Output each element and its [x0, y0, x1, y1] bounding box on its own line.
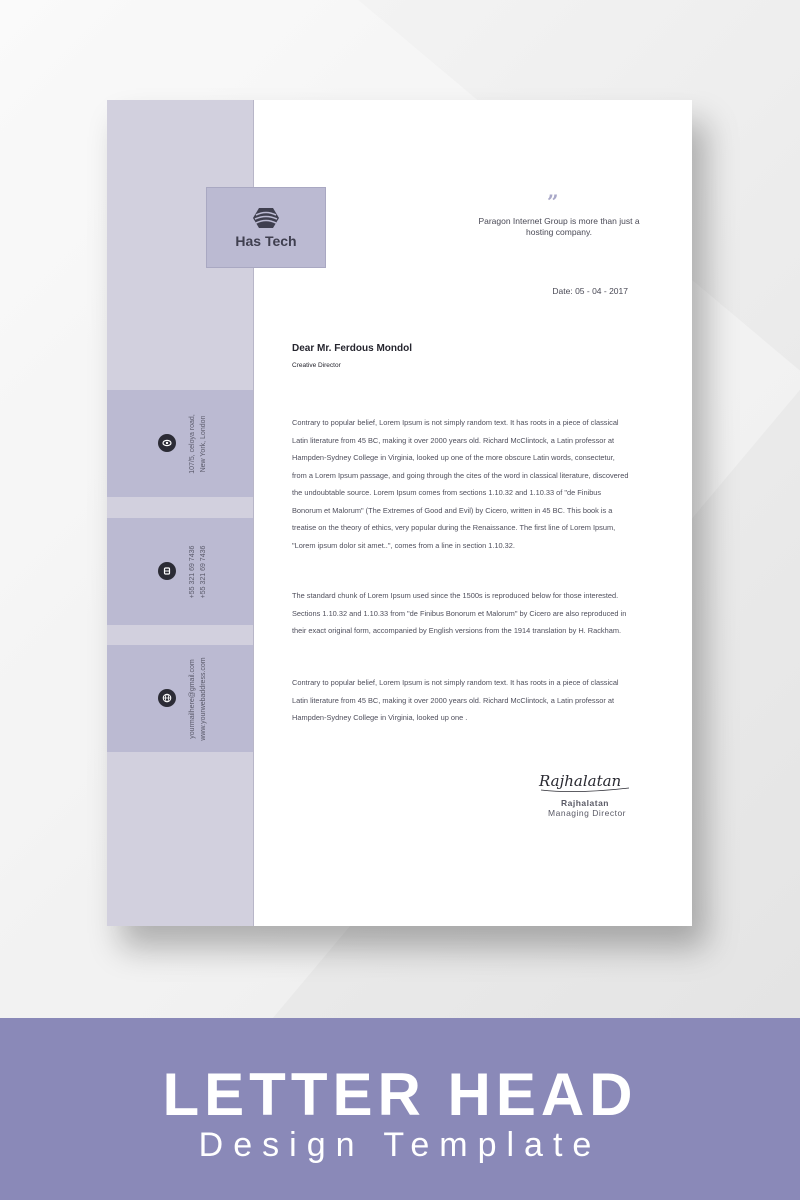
logo-icon	[253, 207, 279, 229]
phone-line-2: +55 321 69 7436	[200, 545, 207, 599]
signer-role: Managing Director	[548, 808, 626, 818]
body-paragraph-3: Contrary to popular belief, Lorem Ipsum is not simply random text. It has roots in a piece of classical Latin literature from 45 BC, making it over 2000 years old. Richard McClintock, a Latin professor at Hampden-Sydney College in Virginia, looked up one .	[292, 678, 619, 722]
contact-web-text	[187, 639, 209, 759]
contact-phone	[107, 518, 253, 625]
banner-subtitle: Design Template	[198, 1126, 602, 1164]
body-paragraph-1: Contrary to popular belief, Lorem Ipsum is not simply random text. It has roots in a piece of classical Latin literature from 45 BC, making it over 2000 years old. Richard McClintock, a Latin professor at Hampden-Sydney College in Virginia, looked up one of the more obscure Latin words, consectetur, from a Lorem Ipsum passage, and going through the cites of the word in classical literature, discovered the undoubtable source. Lorem Ipsum comes from sections 1.10.32 and 1.10.33 of "de Finibus Bonorum et Malorum" (The Extremes of Good and Evil) by Cicero, written in 45 BC. This book is a treatise on the theory of ethics, very popular during the Renaissance. The first line of Lorem Ipsum, "Lorem ipsum dolor sit amet..", comes from a line in section 1.10.32.	[292, 418, 629, 550]
handwritten-signature	[537, 766, 632, 796]
location-icon	[158, 434, 176, 452]
address-line-1: 107/5, celoya road,	[189, 414, 196, 474]
logo-box	[206, 187, 326, 268]
phone-line-1: +55 321 69 7436	[189, 545, 196, 599]
banner-title: LETTER HEAD	[162, 1061, 638, 1128]
globe-icon	[158, 689, 176, 707]
body-paragraph-2: The standard chunk of Lorem Ipsum used since the 1500s is reproduced below for those interested. Sections 1.10.32 and 1.10.33 from "de Finibus Bonorum et Malorum" by Cicero are also reproduced in their exact original form, accompanied by English versions from the 1914 translation by H. Rackham.	[292, 591, 627, 635]
recipient-name: Dear Mr. Ferdous Mondol	[292, 343, 413, 354]
letter-date: Date: 05 - 04 - 2017	[552, 286, 628, 296]
tagline: Paragon Internet Group is more than just a hosting company.	[478, 216, 640, 237]
title-banner	[0, 1018, 800, 1200]
contact-address-text	[187, 384, 209, 504]
brand-name: Has Tech	[235, 232, 297, 249]
contact-address	[107, 390, 253, 497]
address-line-2: New York, London	[200, 415, 207, 473]
phone-icon	[158, 562, 176, 580]
signer-name: Rajhalatan	[561, 798, 609, 808]
email-line: yourmailhere@gmail.com	[189, 659, 196, 739]
contact-web	[107, 645, 253, 752]
contact-phone-text	[187, 512, 209, 632]
website-line: www.yourwebaddress.com	[200, 657, 207, 741]
quote-icon: ”	[547, 190, 559, 214]
letterhead-paper	[107, 100, 692, 926]
recipient-role: Creative Director	[292, 362, 341, 369]
svg-text:Rajhalatan: Rajhalatan	[539, 772, 622, 790]
